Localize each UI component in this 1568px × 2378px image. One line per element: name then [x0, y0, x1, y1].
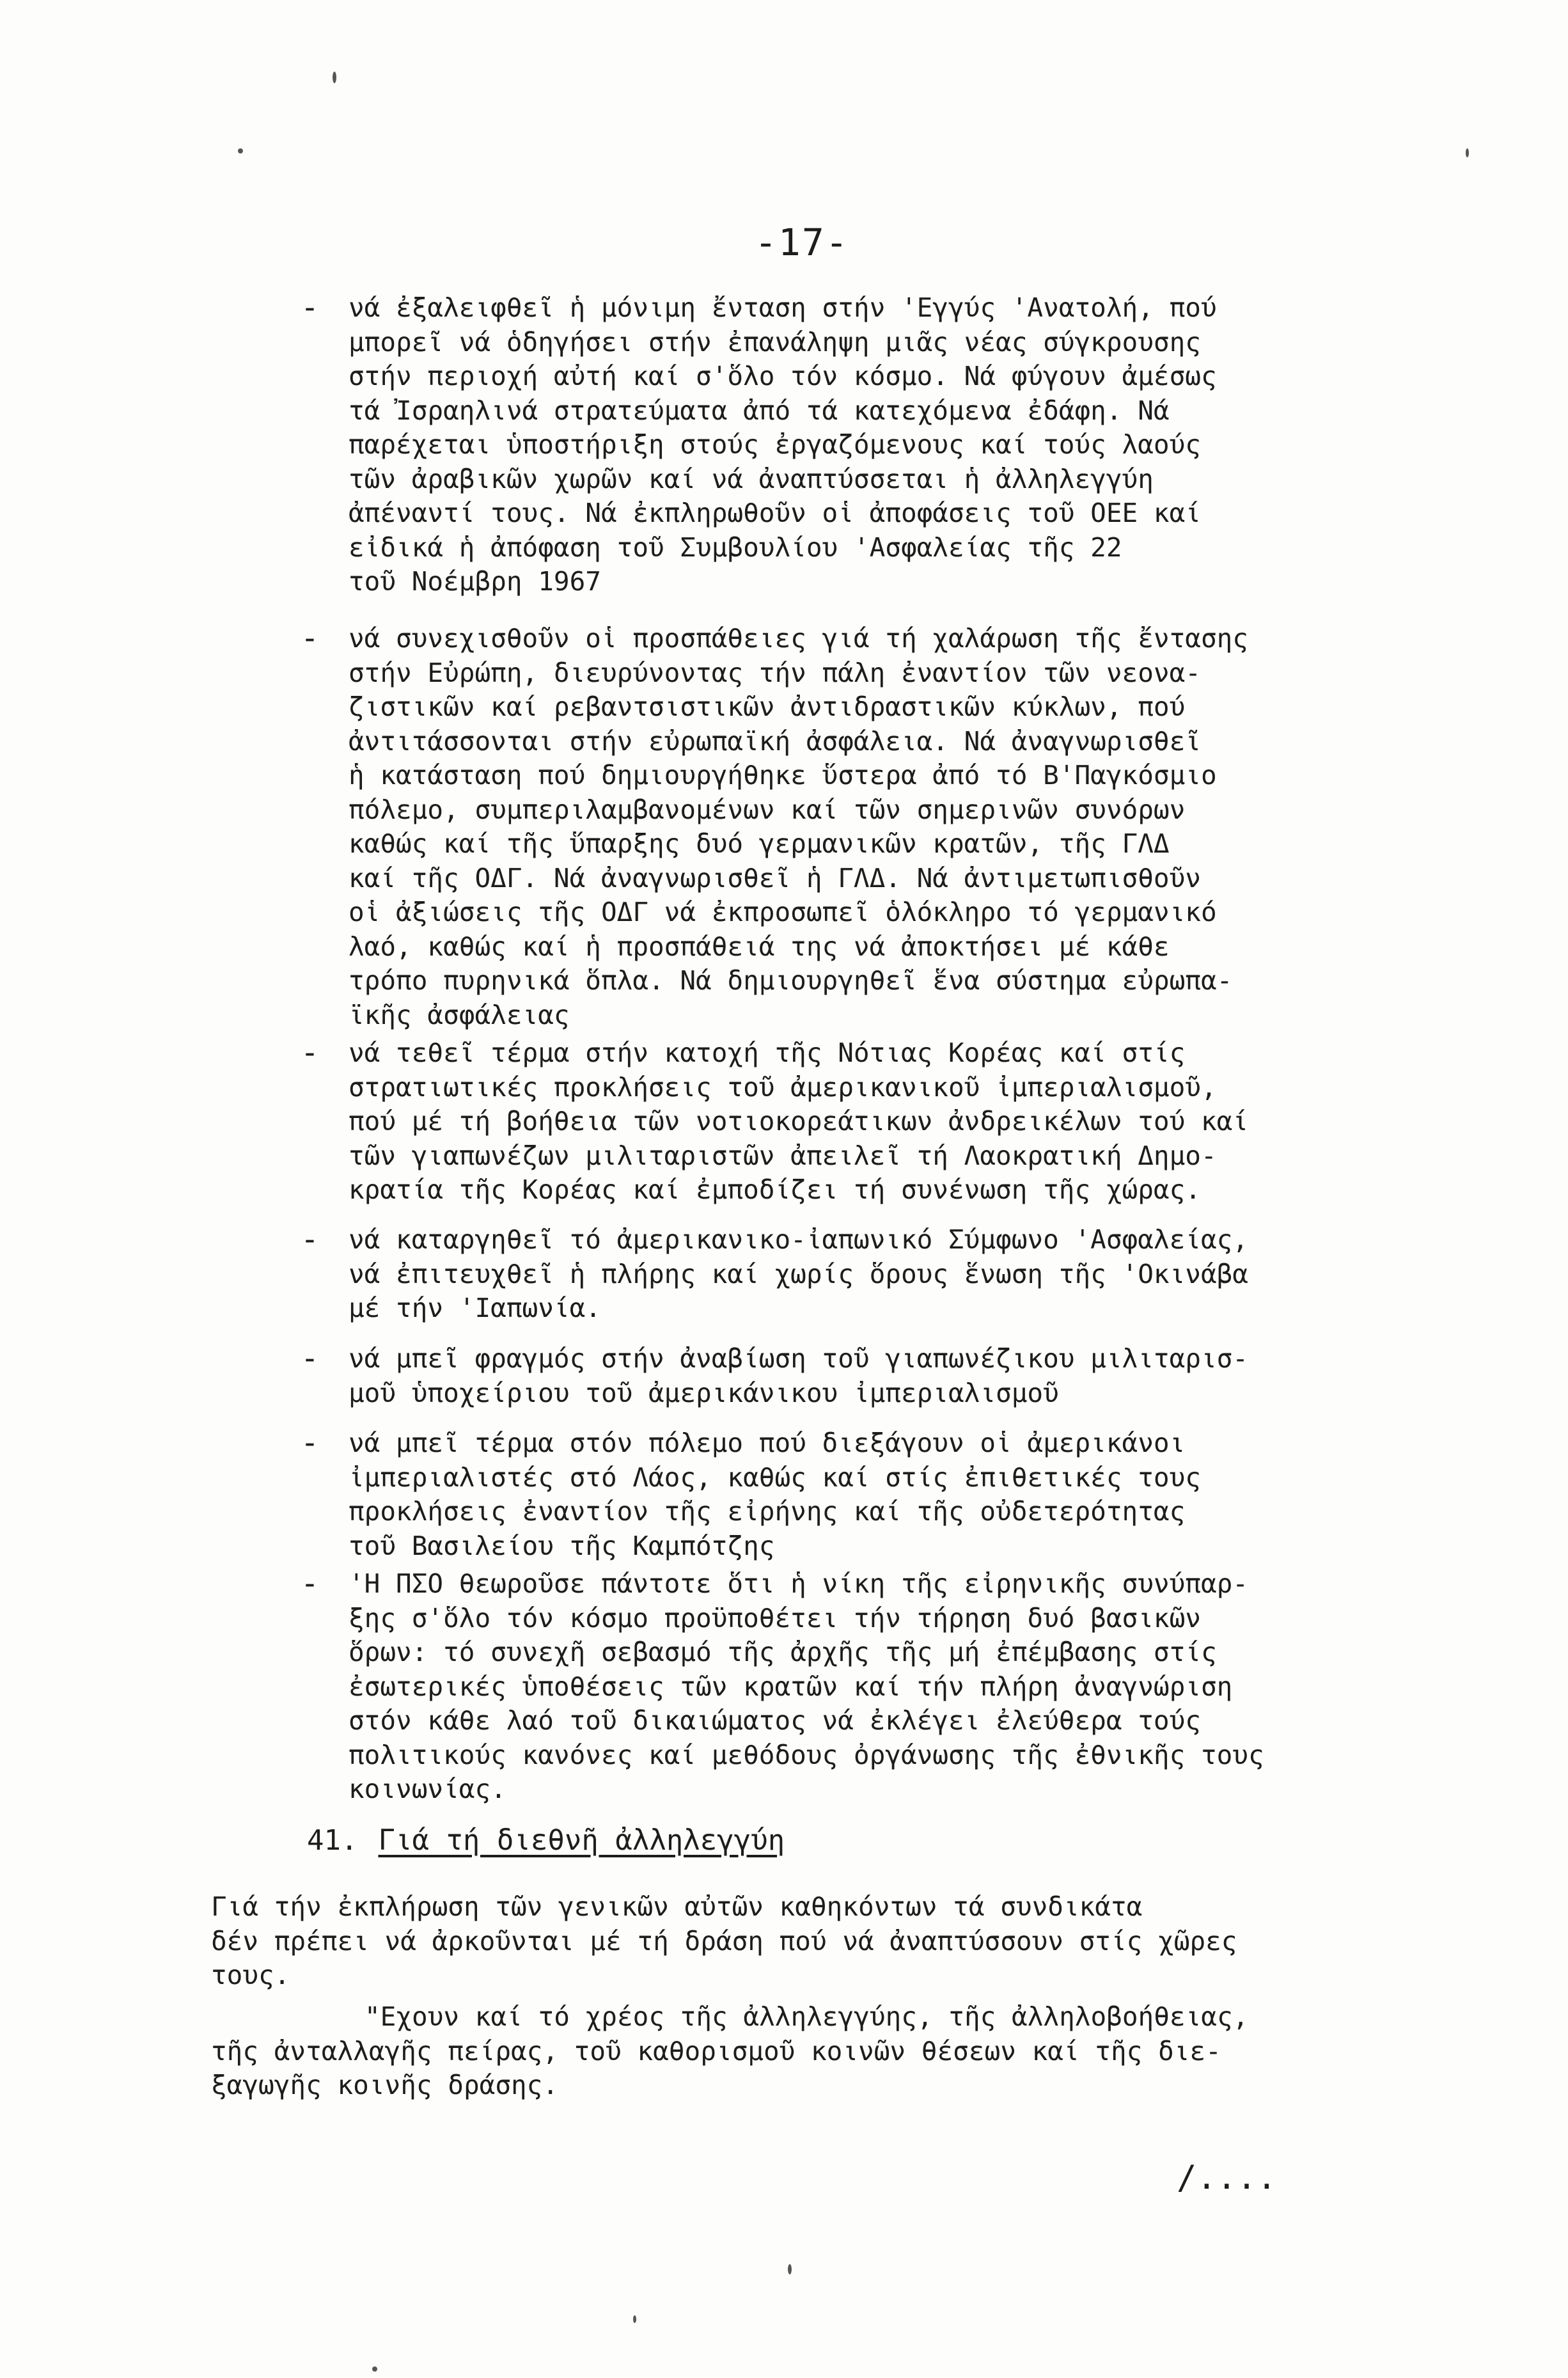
bullet-text: νά μπεῖ φραγμός στήν ἀναβίωση τοῦ γιαπωνέζικου μιλιταρισ- μοῦ ὑποχείριου τοῦ ἀμερικάνικου ἰμπεριαλισμοῦ: [349, 1343, 1248, 1408]
bullet-dash: -: [301, 290, 319, 326]
scan-speck: [372, 2366, 377, 2372]
section-heading: [307, 1823, 785, 1859]
paragraph-2: "Εχουν καί τό χρέος τῆς ἀλληλεγγύης, τῆς ἀλληλοβοήθειας, τῆς ἀνταλλαγῆς πείρας, τοῦ καθορισμοῦ κοινῶν θέσεων καί τῆς διε- ξαγωγῆς κοινῆς δράσης.: [211, 2001, 1249, 2100]
paragraph-1: Γιά τήν ἐκπλήρωση τῶν γενικῶν αὐτῶν καθηκόντων τά συνδικάτα δέν πρέπει νά ἀρκοῦνται μέ τή δράση πού νά ἀναπτύσσουν στίς χῶρες τους.: [211, 1891, 1237, 1990]
bullet-dash: -: [301, 1222, 319, 1257]
scan-speck: [1466, 148, 1469, 157]
scan-speck: [788, 2264, 792, 2274]
bullet-text: νά τεθεῖ τέρμα στήν κατοχή τῆς Νότιας Κορέας καί στίς στρατιωτικές προκλήσεις τοῦ ἀμερικανικοῦ ἰμπεριαλισμοῦ, πού μέ τή βοήθεια τῶν νοτιοκορεάτικων ἀνδρεικέλων τού καί τῶν γιαπωνέζων μιλιταριστῶν ἀπειλεῖ τή Λαοκρατική Δημο- κρατία τῆς Κορέας καί ἐμποδίζει τή συνένωση τῆς χώρας.: [349, 1037, 1248, 1205]
section-title: Γιά τή διεθνῆ ἀλληλεγγύη: [378, 1824, 785, 1857]
bullet-dash: -: [301, 1566, 319, 1602]
scan-speck: [633, 2315, 636, 2323]
bullet-dash: -: [301, 1035, 319, 1071]
bullet-text: νά ἐξαλειφθεῖ ἡ μόνιμη ἔνταση στήν 'Εγγύς 'Ανατολή, πού μπορεῖ νά ὁδηγήσει στήν ἐπανάληψη μιᾶς νέας σύγκρουσης στήν περιοχή αὐτή καί σ'ὅλο τόν κόσμο. Νά φύγουν ἀμέσως τά Ἰσραηλινά στρατεύματα ἀπό τά κατεχόμενα ἐδάφη. Νά παρέχεται ὑποστήριξη στούς ἐργαζόμενους καί τούς λαούς τῶν ἀραβικῶν χωρῶν καί νά ἀναπτύσσεται ἡ ἀλληλεγγύη ἀπέναντί τους. Νά ἐκπληρωθοῦν οἱ ἀποφάσεις τοῦ ΟΕΕ καί εἰδικά ἡ ἀπόφαση τοῦ Συμβουλίου 'Ασφαλείας τῆς 22 τοῦ Νοέμβρη 1967: [349, 292, 1217, 597]
bullet-text: νά συνεχισθοῦν οἱ προσπάθειες γιά τή χαλάρωση τῆς ἔντασης στήν Εὐρώπη, διευρύνοντας τήν πάλη ἐναντίον τῶν νεονα- ζιστικῶν καί ρεβαντσιστικῶν ἀντιδραστικῶν κύκλων, πού ἀντιτάσσονται στήν εὐρωπαϊκή ἀσφάλεια. Νά ἀναγνωρισθεῖ ἡ κατάσταση πού δημιουργήθηκε ὕστερα ἀπό τό Β'Παγκόσμιο πόλεμο, συμπεριλαμβανομένων καί τῶν σημερινῶν συνόρων καθώς καί τῆς ὕπαρξης δυό γερμανικῶν κρατῶν, τῆς ΓΛΔ καί τῆς ΟΔΓ. Νά ἀναγνωρισθεῖ ἡ ΓΛΔ. Νά ἀντιμετωπισθοῦν οἱ ἀξιώσεις τῆς ΟΔΓ νά ἐκπροσωπεῖ ὁλόκληρο τό γερμανικό λαό, καθώς καί ἡ προσπάθειά της νά ἀποκτήσει μέ κάθε τρόπο πυρηνικά ὅπλα. Νά δημιουργηθεῖ ἕνα σύστημα εὐρωπα- ϊκῆς ἀσφάλειας: [349, 623, 1248, 1030]
bullet-text: νά καταργηθεῖ τό ἀμερικανικο-ἰαπωνικό Σύμφωνο 'Ασφαλείας, νά ἐπιτευχθεῖ ἡ πλήρης καί χωρίς ὅρους ἕνωση τῆς 'Οκινάβα μέ τήν 'Ιαπωνία.: [349, 1224, 1248, 1323]
bullet-text: 'Η ΠΣΟ θεωροῦσε πάντοτε ὅτι ἡ νίκη τῆς εἰρηνικῆς συνύπαρ- ξης σ'ὅλο τόν κόσμο προϋποθέτει τήν τήρηση δυό βασικῶν ὅρων: τό συνεχῆ σεβασμό τῆς ἀρχῆς τῆς μή ἐπέμβασης στίς ἐσωτερικές ὑποθέσεις τῶν κρατῶν καί τήν πλήρη ἀναγνώριση στόν κάθε λαό τοῦ δικαιώματος νά ἐκλέγει ἐλεύθερα τούς πολιτικούς κανόνες καί μεθόδους ὀργάνωσης τῆς ἐθνικῆς τους κοινωνίας.: [349, 1568, 1264, 1804]
bullet-dash: -: [301, 1425, 319, 1461]
bullet-dash: -: [301, 1341, 319, 1376]
scan-speck: [238, 148, 243, 154]
scan-speck: [333, 72, 336, 83]
bullet-text: νά μπεῖ τέρμα στόν πόλεμο πού διεξάγουν οἱ ἀμερικάνοι ἰμπεριαλιστές στό Λάος, καθώς καί στίς ἐπιθετικές τους προκλήσεις ἐναντίον τῆς εἰρήνης καί τῆς οὐδετερότητας τοῦ Βασιλείου τῆς Καμπότζης: [349, 1428, 1201, 1561]
bullet-dash: -: [301, 620, 319, 656]
page-number: -17-: [755, 221, 849, 264]
continuation-mark: /....: [1177, 2159, 1277, 2197]
section-number: 41.: [307, 1824, 358, 1857]
